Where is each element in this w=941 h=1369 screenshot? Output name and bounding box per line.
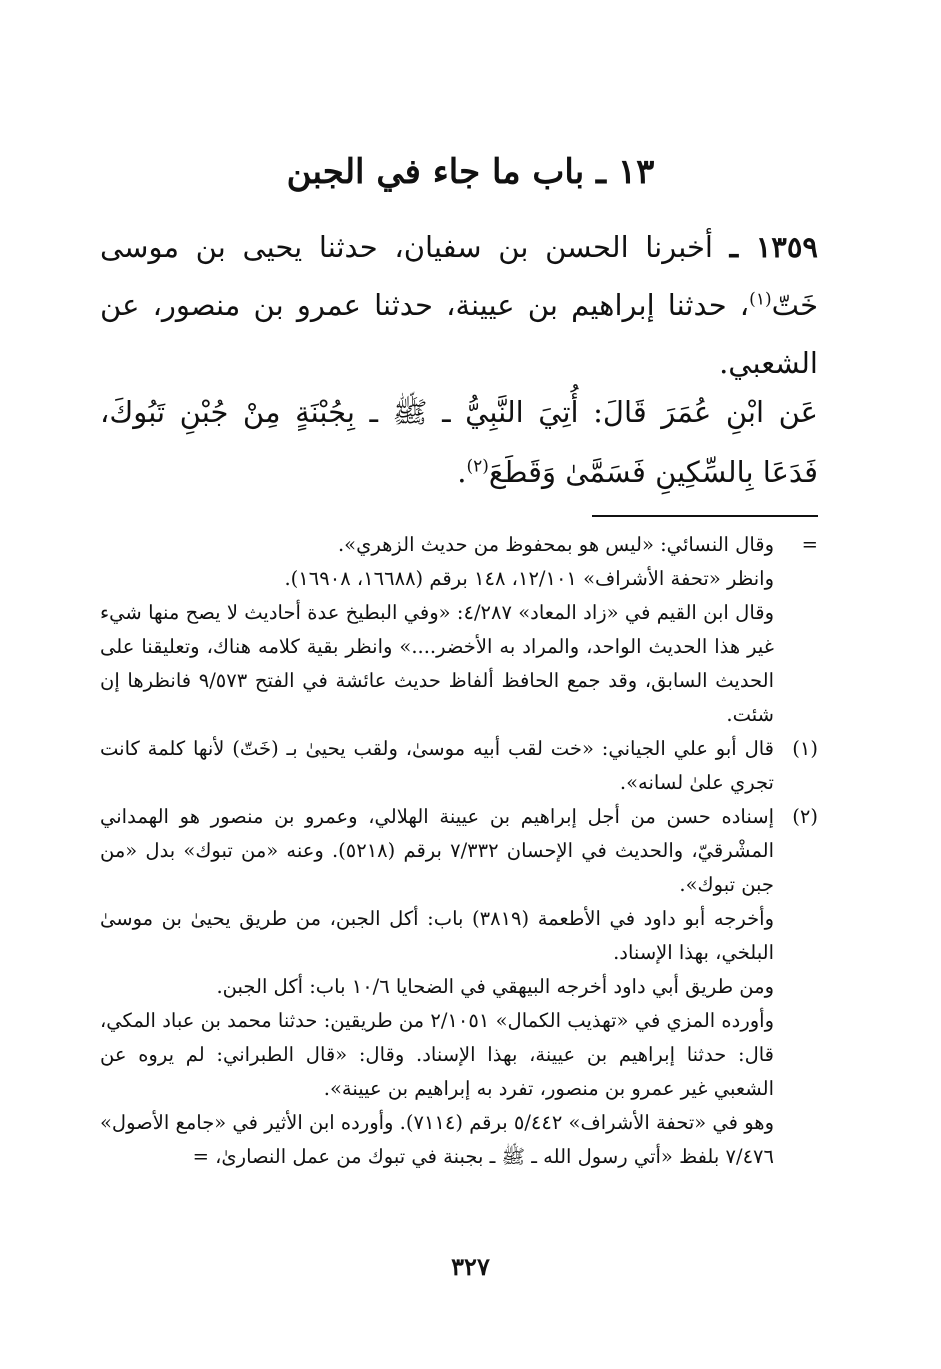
- footnote-1: [100, 732, 818, 800]
- footnote-ref-2[interactable]: (٢): [466, 456, 489, 477]
- continuation-mark: =: [801, 533, 818, 556]
- footnote-1-marker: (١): [792, 737, 818, 760]
- footnote-2: [100, 800, 818, 902]
- continuation-para-2: وانظر «تحفة الأشراف» ١٢/١٠١، ١٤٨ برقم (١٦٦٨٨، ١٦٩٠٨).: [284, 567, 774, 590]
- chapter-title: ١٣ ـ باب ما جاء في الجبن: [286, 152, 655, 192]
- footnotes-section: [100, 528, 818, 1174]
- hadith-isnad: [100, 218, 818, 392]
- footnote-2-para-1: وأخرجه أبو داود في الأطعمة (٣٨١٩) باب: أكل الجبن، من طريق يحيىٰ بن موسىٰ البلخي، بهذا الإسناد.: [100, 907, 774, 964]
- isnad-text-part1: أخبرنا الحسن بن سفيان، حدثنا يحيى بن موسى خَتّ: [100, 230, 818, 322]
- footnote-1-text: قال أبو علي الجياني: «خت لقب أبيه موسىٰ، ولقب يحيىٰ بـ (خَتّ) لأنها كلمة كانت تجري علىٰ لسانه».: [100, 737, 774, 794]
- page-number: ٣٢٧: [451, 1252, 490, 1281]
- matn-text: عَن ابْنِ عُمَرَ قَالَ: أُتِيَ النَّبِيُّ ـ ﷺ ـ بِجُبْنَةٍ مِنْ جُبْنِ تَبُوكَ، فَدَعَا بِالسِّكِينِ فَسَمَّىٰ وَقَطَعَ: [100, 395, 818, 489]
- isnad-text-part2: ، حدثنا إبراهيم بن عيينة، حدثنا عمرو بن منصور، عن الشعبي.: [100, 288, 818, 380]
- footnote-2-marker: (٢): [792, 805, 818, 828]
- footnote-2-para-3: وأورده المزي في «تهذيب الكمال» ٢/١٠٥١ من طريقين: حدثنا محمد بن عباد المكي، قال: حدثنا إبراهيم بن عيينة، بهذا الإسناد. وقال: «قال الطبراني: لم يروه عن الشعبي غير عمرو بن منصور، تفرد به إبراهيم بن عيينة».: [100, 1009, 775, 1100]
- footnote-continuation: [100, 528, 818, 562]
- footnote-ref-1[interactable]: (١): [749, 289, 772, 310]
- continuation-para-3: وقال ابن القيم في «زاد المعاد» ٤/٢٨٧: «وفي البطيخ عدة أحاديث لا يصح منها شيء غير هذا الحديث الواحد، والمراد به الأخضر....» وانظر بقية كلامه هناك، وتعليقنا على الحديث السابق، وقد جمع الحافظ ألفاظ حديث عائشة في الفتح ٩/٥٧٣ فانظرها إن شئت.: [100, 601, 774, 726]
- footnote-2-para-4: وهو في «تحفة الأشراف» ٥/٤٤٢ برقم (٧١١٤). وأورده ابن الأثير في «جامع الأصول» ٧/٤٧٦ بلفظ «أتي رسول الله ـ ﷺ ـ بجبنة في تبوك من عمل النصارىٰ، =: [100, 1111, 774, 1168]
- footnote-separator: [592, 515, 818, 517]
- matn-end: .: [457, 455, 467, 489]
- hadith-matn: [100, 382, 818, 502]
- footnote-2-para-2: ومن طريق أبي داود أخرجه البيهقي في الضحايا ١٠/٦ باب: أكل الجبن.: [216, 975, 774, 998]
- continuation-para-1: وقال النسائي: «ليس هو بمحفوظ من حديث الزهري».: [337, 533, 774, 556]
- hadith-number: ١٣٥٩ ـ: [729, 230, 819, 264]
- footnote-2-text: إسناده حسن من أجل إبراهيم بن عيينة الهلالي، وعمرو بن منصور هو الهمداني المشْرقيّ، والحديث في الإحسان ٧/٣٣٢ برقم (٥٢١٨). وعنه «من تبوك» بدل «من جبن تبوك».: [100, 805, 774, 896]
